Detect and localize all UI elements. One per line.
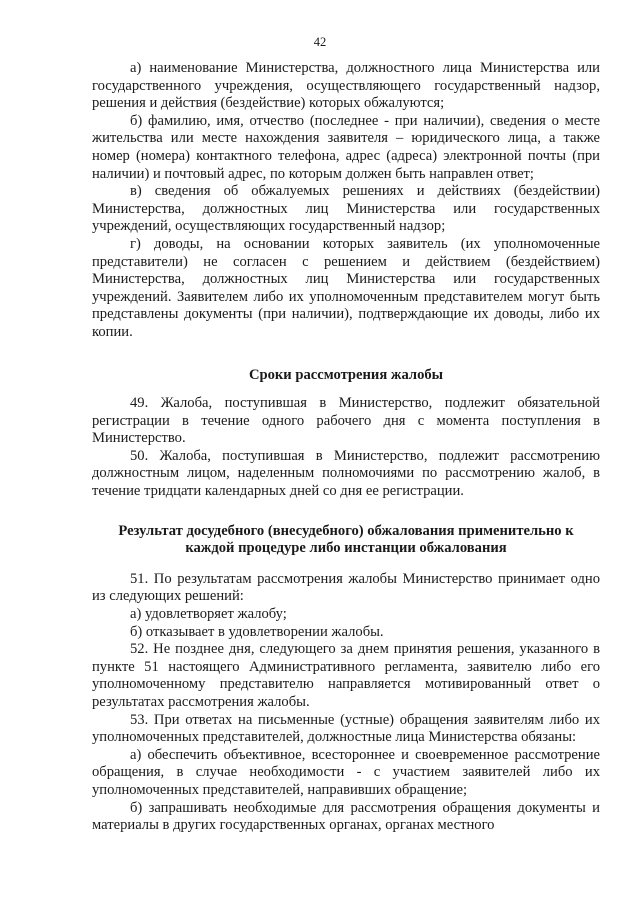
paragraph-50: 50. Жалоба, поступившая в Министерство, подлежит рассмотрению должностным лицом, наделенным полномочиями по рассмотрению жалоб, в течение тридцати календарных дней со дня ее регистрации. [92, 447, 600, 500]
paragraph-53: 53. При ответах на письменные (устные) обращения заявителям либо их уполномоченных представителей, должностные лица Министерства обязаны: [92, 711, 600, 746]
paragraph-item-a: а) наименование Министерства, должностного лица Министерства или государственного учреждения, осуществляющего государственный надзор, решения и действия (бездействие) которых обжалуются; [92, 60, 600, 112]
paragraph-52: 52. Не позднее дня, следующего за днем принятия решения, указанного в пункте 51 настоящего Административного регламента, заявителю либо его уполномоченному представителю направляется мотивированный ответ о результатах рассмотрения жалобы. [92, 641, 600, 710]
paragraph-49: 49. Жалоба, поступившая в Министерство, подлежит обязательной регистрации в течение одного рабочего дня с момента поступления в Министерство. [92, 395, 600, 447]
paragraph-item-b: б) фамилию, имя, отчество (последнее - при наличии), сведения о месте жительства или месте нахождения заявителя – юридического лица, а также номер (номера) контактного телефона, адрес (адреса) электронной почты (при наличии) и почтовый адрес, по которым должен быть направлен ответ; [92, 112, 600, 182]
paragraph-51-a: а) удовлетворяет жалобу; [130, 606, 287, 623]
page-number: 42 [313, 35, 327, 49]
paragraph-item-g: г) доводы, на основании которых заявитель (их уполномоченные представители) не согласен с решением и действием (бездействием) Министерства, должностных лиц Министерства или государственных учреждений. Заявителем либо их уполномоченным представителем могут быть представлены документы (при наличии), подтверждающие их доводы, либо их копии. [92, 235, 600, 340]
paragraph-51: 51. По результатам рассмотрения жалобы Министерство принимает одно из следующих решений: [92, 570, 600, 605]
paragraph-51-b: б) отказывает в удовлетворении жалобы. [130, 623, 384, 640]
document-body [92, 60, 600, 835]
paragraph-item-v: в) сведения об обжалуемых решениях и действиях (бездействии) Министерства, должностных лиц Министерства или государственных учреждений, осуществляющих государственный надзор; [92, 183, 600, 235]
section-heading-appeal-result: Результат досудебного (внесудебного) обжалования применительно к каждой процедуре либо инстанции обжалования [118, 522, 574, 557]
paragraph-53-b: б) запрашивать необходимые для рассмотрения обращения документы и материалы в других государственных органах, органах местного [92, 799, 600, 834]
section-heading-review-terms: Сроки рассмотрения жалобы [248, 366, 444, 383]
paragraph-53-a: а) обеспечить объективное, всестороннее и своевременное рассмотрение обращения, в случае необходимости - с участием заявителей либо их уполномоченных представителей, направивших обращение; [92, 746, 600, 798]
